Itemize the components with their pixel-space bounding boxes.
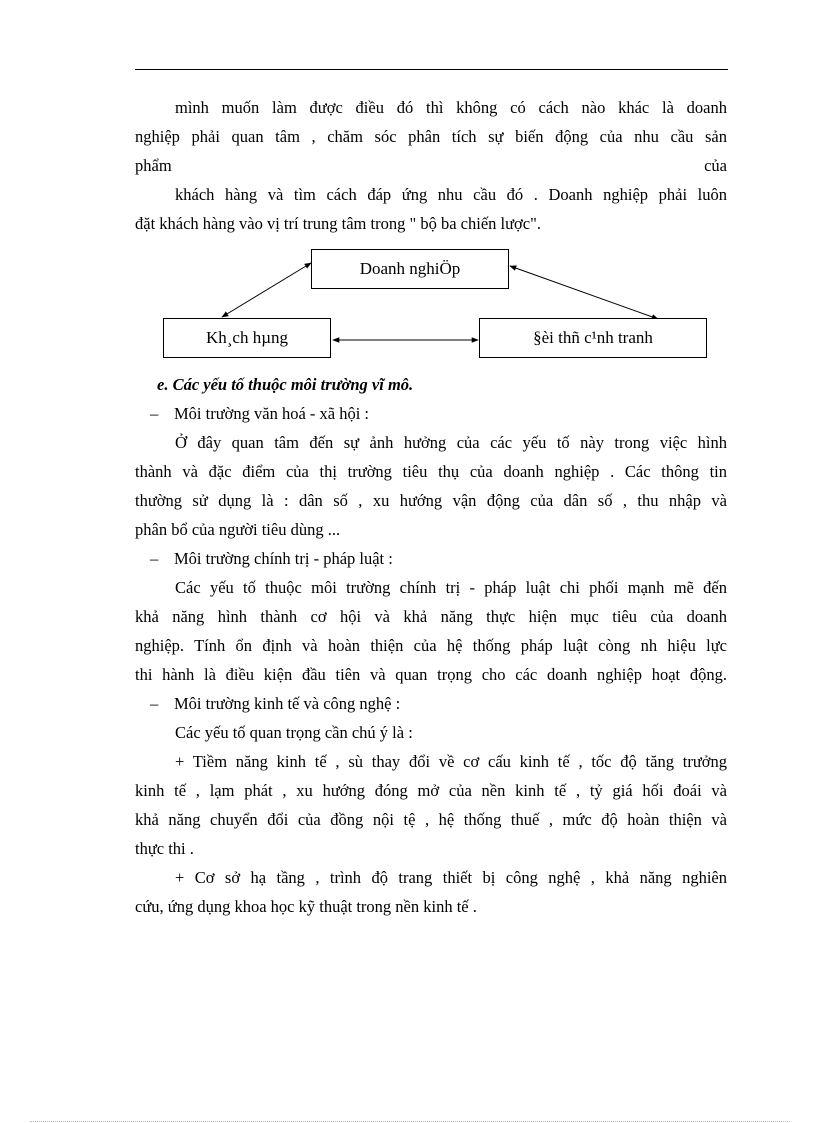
dash-bullet: –	[150, 694, 159, 713]
paragraph-line: + Cơ sở hạ tầng , trình độ trang thiết bị công nghệ , khả năng nghiên	[175, 868, 727, 887]
paragraph-line: phân bổ của người tiêu dùng ...	[135, 520, 341, 539]
diagram-box-company	[311, 249, 509, 289]
diagram-box-competitors	[479, 318, 707, 358]
dash-bullet: –	[150, 549, 159, 568]
paragraph-line: kinh tế , lạm phát , xu hướng đóng mở của nền kinh tế , tỷ giá hối đoái và	[135, 781, 727, 800]
paragraph-line: khách hàng và tìm cách đáp ứng nhu cầu đó . Doanh nghiệp phải luôn	[175, 185, 727, 204]
list-item-title: Môi trường văn hoá - xã hội :	[174, 404, 370, 423]
arrow-company-customers	[222, 263, 311, 317]
page-bottom-edge	[30, 1121, 790, 1122]
paragraph-line: + Tiềm năng kinh tế , sù thay đổi về cơ cấu kinh tế , tốc độ tăng trưởng	[175, 752, 727, 771]
paragraph-line: Ở đây quan tâm đến sự ảnh hưởng của các yếu tố này trong việc hình	[175, 433, 727, 452]
paragraph-line: khả năng hình thành cơ hội và khả năng thực hiện mục tiêu của doanh	[135, 607, 727, 626]
section-heading: e. Các yếu tố thuộc môi trường vĩ mô.	[157, 375, 414, 394]
paragraph-line: thường sử dụng là : dân số , xu hướng vận động của dân số , thu nhập và	[135, 491, 727, 510]
list-item-title: Môi trường chính trị - pháp luật :	[174, 549, 393, 568]
paragraph-line: thực thi .	[135, 839, 194, 858]
paragraph-line: đặt khách hàng vào vị trí trung tâm trong " bộ ba chiến lược".	[135, 214, 541, 233]
paragraph-word: phẩm	[135, 156, 172, 175]
arrow-company-competitors	[510, 266, 658, 319]
paragraph-line: nghiệp. Tính ổn định và hoàn thiện của hệ thống pháp luật còng nh hiệu lực	[135, 636, 727, 655]
diagram-box-customers	[163, 318, 331, 358]
paragraph-line: thành và đặc điểm của thị trường tiêu thụ của doanh nghiệp . Các thông tin	[135, 462, 727, 481]
paragraph-line: Các yếu tố quan trọng cần chú ý là :	[175, 723, 413, 742]
diagram-box-label: Kh¸ch hµng	[205, 328, 289, 347]
list-item-culture	[150, 399, 369, 428]
paragraph-line: khả năng chuyển đổi của đồng nội tệ , hệ thống thuế , mức độ hoàn thiện và	[135, 810, 727, 829]
list-item-title: Môi trường kinh tế và công nghệ :	[174, 694, 401, 713]
paragraph-line: Các yếu tố thuộc môi trường chính trị - pháp luật chi phối mạnh mẽ đến	[175, 578, 727, 597]
paragraph-line: cứu, ứng dụng khoa học kỹ thuật trong nền kinh tế .	[135, 897, 477, 916]
diagram-box-label: §èi thñ c¹nh tranh	[533, 328, 653, 347]
dash-bullet: –	[150, 404, 159, 423]
paragraph-line: thi hành là điều kiện đầu tiên và quan trọng cho các doanh nghiệp hoạt động.	[135, 665, 727, 684]
paragraph-word: của	[704, 156, 727, 175]
diagram-box-label: Doanh nghiÖp	[359, 259, 461, 278]
list-item-politics	[150, 544, 393, 573]
list-item-economy	[150, 689, 400, 718]
paragraph-line: mình muốn làm được điều đó thì không có cách nào khác là doanh	[175, 98, 727, 117]
paragraph-line: nghiệp phải quan tâm , chăm sóc phân tích sự biến động của nhu cầu sản	[135, 127, 727, 146]
